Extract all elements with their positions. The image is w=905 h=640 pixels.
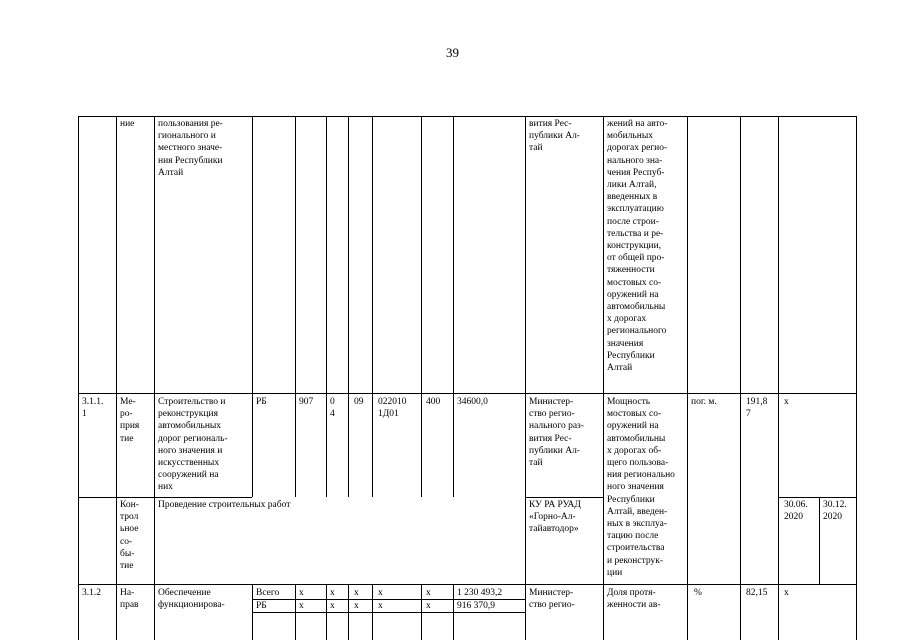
row-divider bbox=[778, 497, 856, 498]
column-divider bbox=[421, 584, 422, 640]
cell-name: Проведение строительных работ bbox=[158, 500, 291, 510]
cell-x: х bbox=[299, 601, 304, 611]
column-divider bbox=[326, 584, 327, 640]
cell-value: 191,8 7 bbox=[746, 397, 768, 420]
column-divider bbox=[525, 116, 526, 640]
column-divider bbox=[778, 116, 779, 640]
column-divider bbox=[819, 497, 820, 584]
column-divider bbox=[453, 584, 454, 640]
column-divider bbox=[603, 116, 604, 640]
column-divider bbox=[252, 584, 253, 640]
column-divider bbox=[326, 116, 327, 497]
cell-pr: 09 bbox=[354, 397, 364, 407]
cell-csr: 022010 1Д01 bbox=[378, 397, 407, 420]
column-divider bbox=[295, 116, 296, 497]
cell-type: ние bbox=[120, 119, 135, 129]
column-divider bbox=[252, 116, 253, 497]
column-divider bbox=[116, 116, 117, 640]
cell-number: 3.1.2 bbox=[82, 588, 101, 598]
cell-type: Кон- трол ьное со- бы- тие bbox=[120, 500, 139, 572]
column-divider bbox=[78, 116, 79, 640]
cell-x: х bbox=[784, 588, 789, 598]
row-divider bbox=[78, 497, 252, 498]
cell-rz: 0 4 bbox=[330, 397, 335, 420]
cell-x: х bbox=[378, 601, 383, 611]
cell-type: На- прав bbox=[120, 588, 139, 611]
page-number: 39 bbox=[446, 45, 459, 60]
cell-executor: Министер- ство регио- bbox=[529, 588, 575, 611]
cell-amount: 34600,0 bbox=[457, 397, 488, 407]
cell-indicator: жений на авто- мобильных дорогах регио- нального зна- чения Респуб- лики Алтай, введенных в эксплуатацию после строи- тельства и ре- конструкции, от общей про- тяженности мостовых со- оружений на автомобильны х дорогах регионального значения Республики Алтай bbox=[607, 119, 668, 374]
table-right-border bbox=[856, 116, 857, 640]
column-divider bbox=[453, 116, 454, 497]
cell-type: Ме- ро- прия тие bbox=[120, 397, 140, 444]
cell-x: х bbox=[330, 588, 335, 598]
column-divider bbox=[295, 584, 296, 640]
column-divider bbox=[740, 116, 741, 640]
cell-executor: Министер- ство регио- нального раз- вития Рес- публики Ал- тай bbox=[529, 397, 584, 469]
cell-unit: % bbox=[694, 588, 702, 598]
cell-x: х bbox=[330, 601, 335, 611]
cell-amount: 1 230 493,2 bbox=[457, 588, 503, 598]
cell-value: 82,15 bbox=[746, 588, 768, 598]
cell-amount: 916 370,9 bbox=[457, 601, 495, 611]
row-divider bbox=[525, 497, 603, 498]
column-divider bbox=[372, 584, 373, 640]
cell-x: х bbox=[354, 588, 359, 598]
cell-x: х bbox=[784, 397, 789, 407]
cell-x: х bbox=[426, 588, 431, 598]
cell-x: х bbox=[299, 588, 304, 598]
cell-name: пользования ре- гионального и местного значе- ния Республики Алтай bbox=[158, 119, 223, 178]
cell-source: РБ bbox=[256, 397, 267, 407]
cell-indicator: Мощность мостовых со- оружений на автомобильны х дорогах об- щего пользова- ния регионально ного значения Республики Алтай, введен- ных в эксплуа- тацию после строительства и реконструк- ции bbox=[607, 397, 675, 578]
cell-name: Обеспечение функционирова- bbox=[158, 588, 225, 611]
column-divider bbox=[687, 116, 688, 640]
cell-unit: пог. м. bbox=[691, 397, 717, 407]
cell-vr: 400 bbox=[426, 397, 441, 407]
column-divider bbox=[348, 116, 349, 497]
column-divider bbox=[348, 584, 349, 640]
cell-grbs: 907 bbox=[299, 397, 314, 407]
column-divider bbox=[421, 116, 422, 497]
cell-x: х bbox=[354, 601, 359, 611]
cell-executor: вития Рес- публики Ал- тай bbox=[529, 119, 580, 154]
column-divider bbox=[154, 116, 155, 640]
cell-name: Строительство и реконструкция автомобильных дорог региональ- ного значения и искусственных сооружений на них bbox=[158, 397, 228, 493]
cell-x: х bbox=[426, 601, 431, 611]
cell-indicator: Доля протя- женности ав- bbox=[607, 588, 661, 611]
column-divider bbox=[372, 116, 373, 497]
cell-date-start: 30.06. 2020 bbox=[784, 500, 808, 523]
cell-date-end: 30.12. 2020 bbox=[823, 500, 847, 523]
cell-number: 3.1.1. 1 bbox=[82, 397, 104, 420]
cell-x: х bbox=[378, 588, 383, 598]
cell-executor: КУ РА РУАД «Горно-Ал- тайавтодор» bbox=[529, 500, 581, 535]
cell-source: Всего bbox=[256, 588, 280, 598]
cell-source: РБ bbox=[256, 601, 267, 611]
